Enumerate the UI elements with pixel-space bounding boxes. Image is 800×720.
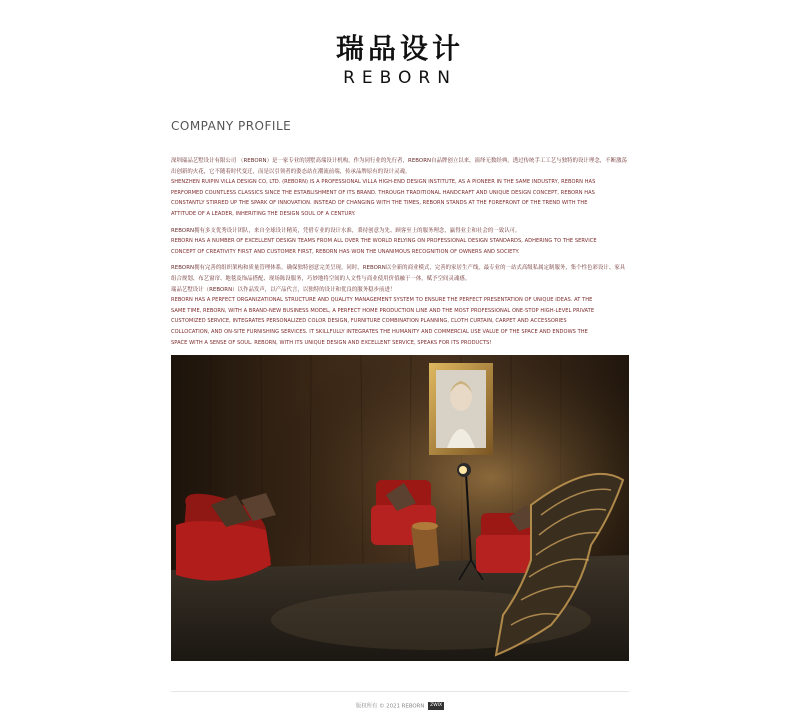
footer-divider — [171, 691, 629, 692]
profile-text-line: 组合规划、布艺窗帘、地毯及饰品搭配、现场陈设服务，巧妙地将空间的人文性与商业使用价值融于一体，赋予空间灵魂感。 — [171, 275, 471, 282]
brand-name-en: REBORN — [343, 68, 457, 88]
brand-name-cn: 瑞品设计 — [335, 32, 464, 65]
profile-text-line: CONSTANTLY STIRRED UP THE SPARK OF INNOVATION. INSTEAD OF CHANGING WITH THE TIMES, REBORN STANDS AT THE FOREFRONT OF THE TREND WITH THE — [171, 200, 588, 207]
profile-text-line: SAME TIME, REBORN, WITH A BRAND-NEW BUSINESS MODEL, A PERFECT HOME PRODUCTION LINE AND THE MOST PROFESSIONAL ONE-STOP HIGH-LEVEL PRIVATE — [171, 307, 595, 314]
footer — [0, 702, 800, 711]
profile-text-line: REBORN拥有完善的组织架构和质量管理体系，确保独特创意完美呈现。同时，REBORN以全新的商业模式，完善的家居生产线，最专业的一站式高级私属定制服务，集个性色彩设计、家具 — [171, 265, 626, 272]
profile-text-line: SHENZHEN RUIPIN VILLA DESIGN CO, LTD. (REBORN) IS A PROFESSIONAL VILLA HIGH-END DESIGN INSTITUTE, AS A PIONEER IN THE SAME INDUSTRY, REBORN HAS — [171, 179, 596, 186]
profile-text-line: REBORN拥有多支优秀设计团队，来自全球设计精英，凭借专业的设计水准，秉持创意为先、顾客至上的服务理念，赢得业主和社会的一致认可。 — [171, 227, 521, 234]
footer-badge[interactable]: ZWIX — [430, 703, 443, 708]
profile-text-line: ATTITUDE OF A LEADER, INHERITING THE DESIGN SOUL OF A CENTURY. — [171, 210, 356, 217]
profile-text-line: COLLOCATION, AND ON-SITE FURNISHING SERVICES. IT SKILLFULLY INTEGRATES THE HUMANITY AND COMMERCIAL USE VALUE OF THE SPACE AND ENDOWS THE — [171, 328, 588, 335]
profile-text-line: SPACE WITH A SENSE OF SOUL. REBORN, WITH ITS UNIQUE DESIGN AND EXCELLENT SERVICE, SPEAKS FOR ITS PRODUCTS! — [171, 339, 492, 346]
profile-text-line: REBORN HAS A PERFECT ORGANIZATIONAL STRUCTURE AND QUALITY MANAGEMENT SYSTEM TO ENSURE THE PERFECT PRESENTATION OF UNIQUE IDEAS. AT THE — [171, 297, 593, 304]
copyright-text: 版权所有 © 2021 REBORN — [355, 703, 425, 710]
profile-text-line: 出创新的火花，它不随着时代变迁，而是以引领者的姿态站在潮流前端，传承品牌原有的设计灵魂。 — [171, 168, 411, 175]
profile-text-line: 瑞品艺墅设计（REBORN）以作品发声，以产品代言，以独特的设计和优良的服务稳步前进！ — [171, 286, 396, 293]
showroom-image — [171, 355, 629, 661]
company-profile-section — [171, 118, 629, 354]
section-title: COMPANY PROFILE — [171, 119, 292, 133]
profile-text-line: CUSTOMIZED SERVICE, INTEGRATES PERSONALIZED COLOR DESIGN, FURNITURE COMBINATION PLANNING, CLOTH CURTAIN, CARPET AND ACCESSORIES — [171, 318, 567, 325]
brand-logo[interactable] — [0, 32, 800, 89]
profile-text-line: REBORN HAS A NUMBER OF EXCELLENT DESIGN TEAMS FROM ALL OVER THE WORLD RELYING ON PROFESSIONAL DESIGN STANDARDS, ADHERING TO THE SERVICE — [171, 238, 597, 245]
showroom-photo — [171, 355, 629, 661]
profile-text-line: CONCEPT OF CREATIVITY FIRST AND CUSTOMER FIRST, REBORN HAS WON THE UNANIMOUS RECOGNITION OF OWNERS AND SOCIETY. — [171, 248, 520, 255]
profile-paragraph — [171, 156, 629, 220]
profile-paragraph — [171, 226, 629, 258]
profile-paragraph — [171, 263, 629, 348]
profile-text — [171, 156, 629, 348]
profile-text-line: 深圳瑞品艺墅设计有限公司 （REBORN）是一家专业的别墅高端设计机构，作为同行业的先行者，REBORN自品牌创立以来，演绎无数经典，透过传统手工工艺与独特的设计理念，不断激荡 — [171, 158, 627, 164]
profile-text-line: PERFORMED COUNTLESS CLASSICS SINCE THE ESTABLISHMENT OF ITS BRAND. THROUGH TRADITIONAL HANDCRAFT AND UNIQUE DESIGN CONCEPT, REBORN HAS — [171, 189, 595, 196]
